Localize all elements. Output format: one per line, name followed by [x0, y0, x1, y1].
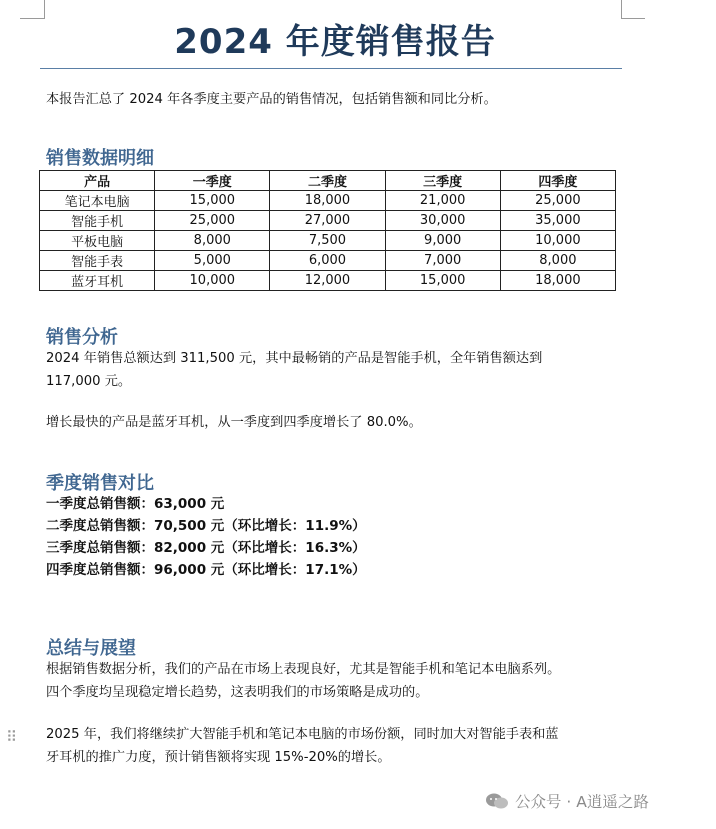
table-header-row — [40, 171, 616, 191]
heading-sales-detail: 销售数据明细 — [46, 148, 154, 169]
table-cell: 8,000 — [155, 231, 270, 251]
outlook-paragraph-line-2: 牙耳机的推广力度，预计销售额将实现 15%-20%的增长。 — [46, 750, 391, 765]
quarter-total-q1: 一季度总销售额：63,000 元 — [46, 496, 225, 512]
col-header: 一季度 — [155, 171, 270, 191]
heading-quarter-comparison: 季度销售对比 — [46, 473, 154, 494]
table-cell: 平板电脑 — [40, 231, 155, 251]
table-cell: 25,000 — [500, 191, 615, 211]
table-cell: 18,000 — [270, 191, 385, 211]
table-cell: 15,000 — [385, 271, 500, 291]
analysis-paragraph-line-1: 2024 年销售总额达到 311,500 元，其中最畅销的产品是智能手机，全年销售额达到 — [46, 351, 543, 366]
table-cell: 21,000 — [385, 191, 500, 211]
table-cell: 35,000 — [500, 211, 615, 231]
table-cell: 蓝牙耳机 — [40, 271, 155, 291]
table-cell: 27,000 — [270, 211, 385, 231]
table-row — [40, 251, 616, 271]
drag-handle-icon[interactable]: ⠿ — [6, 728, 15, 746]
col-header: 二季度 — [270, 171, 385, 191]
table-row — [40, 271, 616, 291]
col-header: 三季度 — [385, 171, 500, 191]
table-cell: 6,000 — [270, 251, 385, 271]
analysis-paragraph-growth: 增长最快的产品是蓝牙耳机，从一季度到四季度增长了 80.0%。 — [46, 415, 422, 430]
summary-paragraph-line-1: 根据销售数据分析，我们的产品在市场上表现良好，尤其是智能手机和笔记本电脑系列。 — [46, 662, 561, 677]
quarter-total-q2: 二季度总销售额：70,500 元（环比增长：11.9%） — [46, 518, 366, 534]
table-cell: 10,000 — [155, 271, 270, 291]
col-header: 四季度 — [500, 171, 615, 191]
table-cell: 18,000 — [500, 271, 615, 291]
table-cell: 10,000 — [500, 231, 615, 251]
sales-table — [39, 170, 616, 291]
heading-summary-outlook: 总结与展望 — [46, 638, 136, 659]
table-cell: 25,000 — [155, 211, 270, 231]
summary-paragraph-line-2: 四个季度均呈现稳定增长趋势，这表明我们的市场策略是成功的。 — [46, 685, 429, 700]
table-cell: 15,000 — [155, 191, 270, 211]
outlook-paragraph-line-1: 2025 年，我们将继续扩大智能手机和笔记本电脑的市场份额，同时加大对智能手表和蓝 — [46, 727, 559, 742]
table-cell: 8,000 — [500, 251, 615, 271]
analysis-paragraph-line-2: 117,000 元。 — [46, 374, 132, 389]
heading-sales-analysis: 销售分析 — [46, 327, 118, 348]
table-cell: 30,000 — [385, 211, 500, 231]
intro-paragraph: 本报告汇总了 2024 年各季度主要产品的销售情况，包括销售额和同比分析。 — [46, 92, 497, 107]
table-cell: 笔记本电脑 — [40, 191, 155, 211]
col-header: 产品 — [40, 171, 155, 191]
document-title: 2024 年度销售报告 — [174, 22, 496, 62]
table-cell: 9,000 — [385, 231, 500, 251]
table-row — [40, 231, 616, 251]
quarter-total-q4: 四季度总销售额：96,000 元（环比增长：17.1%） — [46, 562, 366, 578]
table-cell: 5,000 — [155, 251, 270, 271]
wechat-icon — [485, 792, 509, 810]
table-row — [40, 211, 616, 231]
title-underline — [40, 68, 622, 69]
table-cell: 12,000 — [270, 271, 385, 291]
table-cell: 7,000 — [385, 251, 500, 271]
table-row — [40, 191, 616, 211]
table-cell: 智能手表 — [40, 251, 155, 271]
table-cell: 7,500 — [270, 231, 385, 251]
table-cell: 智能手机 — [40, 211, 155, 231]
watermark-text: 公众号 · A逍遥之路 — [515, 793, 649, 811]
quarter-total-q3: 三季度总销售额：82,000 元（环比增长：16.3%） — [46, 540, 366, 556]
watermark — [485, 790, 649, 812]
